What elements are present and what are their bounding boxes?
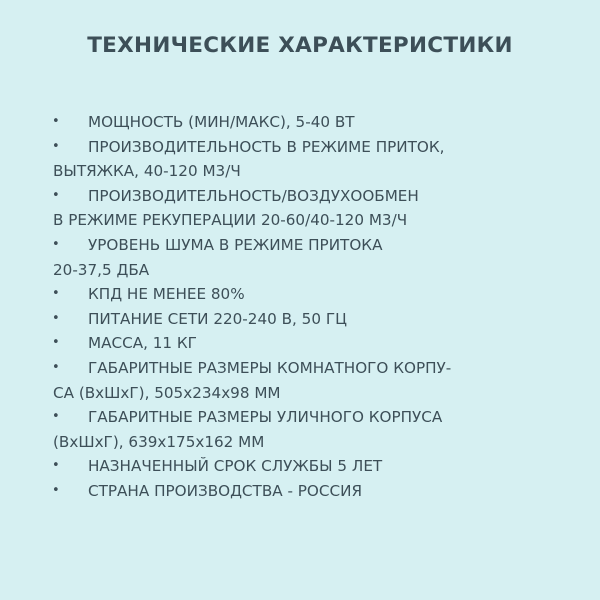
spec-text-continuation: (ВхШхГ), 639x175x162 ММ (53, 432, 265, 451)
spec-text: ПРОИЗВОДИТЕЛЬНОСТЬ В РЕЖИМЕ ПРИТОК, (88, 137, 445, 156)
spec-text: ПРОИЗВОДИТЕЛЬНОСТЬ/ВОЗДУХООБМЕН (88, 186, 419, 205)
spec-list (0, 110, 600, 504)
spec-text: УРОВЕНЬ ШУМА В РЕЖИМЕ ПРИТОКА (88, 235, 383, 254)
spec-item (0, 405, 600, 454)
spec-text-continuation: ВЫТЯЖКА, 40-120 М3/Ч (53, 162, 241, 181)
spec-text-continuation: 20-37,5 ДБА (53, 260, 150, 279)
page-title: ТЕХНИЧЕСКИЕ ХАРАКТЕРИСТИКИ (87, 33, 513, 58)
spec-item (0, 331, 600, 356)
bullet-icon: • (52, 482, 60, 498)
bullet-icon: • (52, 310, 60, 326)
bullet-icon: • (52, 236, 60, 252)
spec-item (0, 454, 600, 479)
spec-item (0, 479, 600, 504)
bullet-icon: • (52, 409, 60, 425)
spec-item (0, 282, 600, 307)
bullet-icon: • (52, 458, 60, 474)
spec-text: КПД НЕ МЕНЕЕ 80% (88, 285, 245, 304)
spec-text: МАССА, 11 КГ (88, 334, 197, 353)
spec-text: МОЩНОСТЬ (МИН/МАКС), 5-40 ВТ (88, 113, 355, 131)
spec-text-continuation: В РЕЖИМЕ РЕКУПЕРАЦИИ 20-60/40-120 М3/Ч (53, 211, 408, 230)
bullet-icon: • (52, 187, 60, 203)
spec-text: НАЗНАЧЕННЫЙ СРОК СЛУЖБЫ 5 ЛЕТ (88, 457, 383, 476)
spec-text-continuation: СА (ВхШхГ), 505x234x98 ММ (53, 383, 281, 402)
bullet-icon: • (52, 335, 60, 351)
bullet-icon: • (52, 286, 60, 302)
spec-item (0, 356, 600, 405)
bullet-icon: • (52, 359, 60, 375)
spec-text: ГАБАРИТНЫЕ РАЗМЕРЫ УЛИЧНОГО КОРПУСА (88, 408, 443, 427)
spec-text: ПИТАНИЕ СЕТИ 220-240 В, 50 ГЦ (88, 309, 347, 328)
spec-item (0, 135, 600, 184)
spec-item (0, 233, 600, 282)
spec-item (0, 307, 600, 332)
bullet-icon: • (52, 138, 60, 154)
spec-text: СТРАНА ПРОИЗВОДСТВА - РОССИЯ (88, 481, 362, 500)
bullet-icon: • (52, 114, 60, 129)
spec-item (0, 110, 600, 135)
spec-item (0, 184, 600, 233)
spec-text: ГАБАРИТНЫЕ РАЗМЕРЫ КОМНАТНОГО КОРПУ- (88, 358, 452, 377)
